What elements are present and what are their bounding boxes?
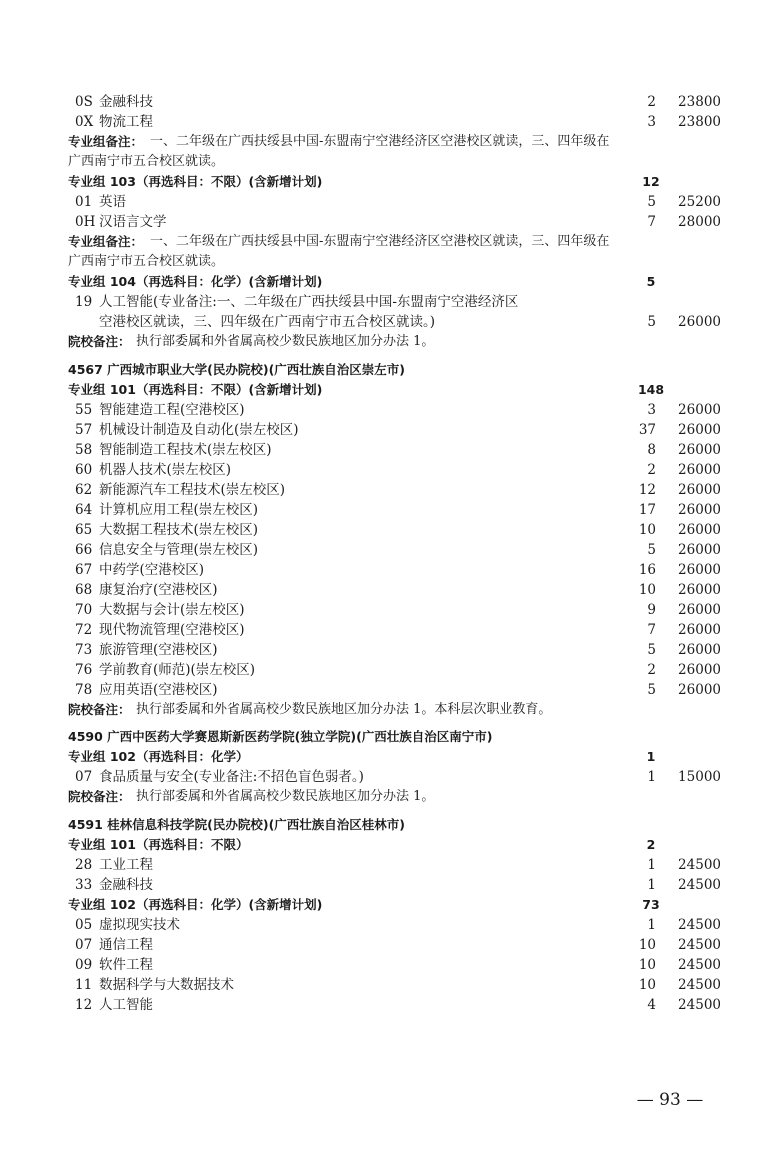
- group-header: [0, 172, 777, 192]
- program-count: 5: [647, 642, 656, 658]
- program-row: [0, 935, 777, 955]
- program-fee: 26000: [678, 602, 721, 618]
- program-code: 76: [75, 662, 93, 678]
- program-code: 01: [75, 194, 93, 210]
- program-row: [0, 112, 777, 132]
- program-fee: 24500: [678, 957, 721, 973]
- program-row: [0, 212, 777, 232]
- group-note-continuation: [0, 152, 777, 172]
- group-count: 73: [642, 897, 660, 912]
- program-name: 机械设计制造及自动化(崇左校区): [99, 422, 299, 438]
- group-note-cont-text: 广西南宁市五合校区就读。: [68, 254, 225, 269]
- program-code: 60: [75, 462, 93, 478]
- program-fee: 24500: [678, 997, 721, 1013]
- program-code: 05: [75, 917, 93, 933]
- program-row: [0, 955, 777, 975]
- program-code: 57: [75, 422, 93, 438]
- program-row: [0, 660, 777, 680]
- program-count: 1: [647, 857, 656, 873]
- program-count: 5: [647, 194, 656, 210]
- group-header: [0, 380, 777, 400]
- program-row: [0, 440, 777, 460]
- program-name: 食品质量与安全(专业备注:不招色盲色弱者。): [99, 769, 364, 785]
- program-row: [0, 600, 777, 620]
- group-count: 12: [642, 174, 660, 189]
- program-name: 软件工程: [99, 957, 153, 973]
- program-name: 数据科学与大数据技术: [99, 977, 234, 993]
- program-row: [0, 192, 777, 212]
- program-name: 应用英语(空港校区): [99, 682, 218, 698]
- group-note-label: 专业组备注：: [68, 134, 144, 149]
- program-fee: 26000: [678, 582, 721, 598]
- program-count: 7: [647, 622, 656, 638]
- group-header: [0, 747, 777, 767]
- program-row: [0, 680, 777, 700]
- program-name: 物流工程: [99, 114, 153, 130]
- program-name: 金融科技: [99, 877, 153, 893]
- program-row: [0, 560, 777, 580]
- program-name: 机器人技术(崇左校区): [99, 462, 232, 478]
- program-count: 7: [647, 214, 656, 230]
- program-fee: 23800: [678, 94, 721, 110]
- school-note: [0, 332, 777, 352]
- program-count: 2: [647, 462, 656, 478]
- group-note: [0, 232, 777, 252]
- program-row: [0, 292, 777, 312]
- program-fee: 26000: [678, 402, 721, 418]
- program-code: 67: [75, 562, 93, 578]
- program-name: 学前教育(师范)(崇左校区): [99, 662, 256, 678]
- school-header: [0, 360, 777, 380]
- program-count: 9: [647, 602, 656, 618]
- program-count: 37: [638, 422, 656, 438]
- program-code: 09: [75, 957, 93, 973]
- group-title: 专业组 101（再选科目：不限）: [68, 837, 249, 852]
- program-name: 虚拟现实技术: [99, 917, 180, 933]
- program-row: [0, 92, 777, 112]
- program-code: 78: [75, 682, 93, 698]
- program-row: [0, 855, 777, 875]
- program-count: 10: [638, 582, 656, 598]
- group-note-text: 一、二年级在广西扶绥县中国-东盟南宁空港经济区空港校区就读，三、四年级在: [150, 234, 610, 249]
- program-count: 1: [647, 917, 656, 933]
- group-count: 2: [646, 837, 656, 852]
- school-title: 4591 桂林信息科技学院(民办院校)(广西壮族自治区桂林市): [68, 817, 405, 832]
- page-number: — 93 —: [636, 1090, 704, 1110]
- program-code: 0S: [75, 94, 93, 110]
- program-name-cont: 空港校区就读，三、四年级在广西南宁市五合校区就读。): [99, 314, 436, 330]
- program-row: [0, 400, 777, 420]
- program-code: 62: [75, 482, 93, 498]
- program-row: [0, 460, 777, 480]
- program-name: 信息安全与管理(崇左校区): [99, 542, 259, 558]
- program-code: 0H: [75, 214, 96, 230]
- program-row: [0, 480, 777, 500]
- program-code: 07: [75, 937, 93, 953]
- program-code: 55: [75, 402, 93, 418]
- program-fee: 26000: [678, 502, 721, 518]
- program-code: 58: [75, 442, 93, 458]
- program-row: [0, 620, 777, 640]
- program-name: 英语: [99, 194, 126, 210]
- school-header: [0, 727, 777, 747]
- program-count: 5: [647, 542, 656, 558]
- program-fee: 24500: [678, 877, 721, 893]
- program-fee: 28000: [678, 214, 721, 230]
- program-code: 73: [75, 642, 93, 658]
- program-row: [0, 640, 777, 660]
- program-name: 康复治疗(空港校区): [99, 582, 218, 598]
- group-title: 专业组 104（再选科目：化学）(含新增计划): [68, 274, 323, 289]
- group-title: 专业组 103（再选科目：不限）(含新增计划): [68, 174, 323, 189]
- program-count: 10: [638, 957, 656, 973]
- program-count: 10: [638, 522, 656, 538]
- school-note-label: 院校备注：: [68, 702, 131, 717]
- program-name: 人工智能: [99, 997, 153, 1013]
- program-count: 4: [647, 997, 656, 1013]
- program-code: 0X: [75, 114, 94, 130]
- program-row: [0, 875, 777, 895]
- program-name: 工业工程: [99, 857, 153, 873]
- group-title: 专业组 102（再选科目：化学）(含新增计划): [68, 897, 323, 912]
- program-code: 12: [75, 997, 93, 1013]
- program-name: 大数据工程技术(崇左校区): [99, 522, 259, 538]
- program-code: 64: [75, 502, 93, 518]
- program-name: 现代物流管理(空港校区): [99, 622, 245, 638]
- program-name: 汉语言文学: [99, 214, 167, 230]
- program-fee: 25200: [678, 194, 721, 210]
- program-name: 人工智能(专业备注:一、二年级在广西扶绥县中国-东盟南宁空港经济区: [99, 294, 519, 310]
- program-fee: 26000: [678, 562, 721, 578]
- program-name: 旅游管理(空港校区): [99, 642, 218, 658]
- program-row: [0, 915, 777, 935]
- program-fee: 15000: [678, 769, 721, 785]
- program-fee: 24500: [678, 917, 721, 933]
- program-name: 大数据与会计(崇左校区): [99, 602, 245, 618]
- program-code: 70: [75, 602, 93, 618]
- program-code: 72: [75, 622, 93, 638]
- program-count: 1: [647, 877, 656, 893]
- program-code: 65: [75, 522, 93, 538]
- program-row: [0, 540, 777, 560]
- program-fee: 26000: [678, 622, 721, 638]
- group-count: 148: [637, 382, 665, 397]
- program-count: 8: [647, 442, 656, 458]
- program-count: 16: [638, 562, 656, 578]
- program-fee: 26000: [678, 442, 721, 458]
- program-fee: 26000: [678, 682, 721, 698]
- school-note-text: 执行部委属和外省属高校少数民族地区加分办法 1。: [136, 789, 435, 804]
- program-count: 12: [638, 482, 656, 498]
- program-code: 19: [75, 294, 93, 310]
- program-code: 33: [75, 877, 93, 893]
- program-fee: 26000: [678, 422, 721, 438]
- school-note: [0, 700, 777, 720]
- program-name: 智能制造工程技术(崇左校区): [99, 442, 272, 458]
- program-row: [0, 995, 777, 1015]
- program-fee: 26000: [678, 542, 721, 558]
- program-row: [0, 420, 777, 440]
- group-note-cont-text: 广西南宁市五合校区就读。: [68, 154, 225, 169]
- program-fee: 24500: [678, 937, 721, 953]
- program-fee: 26000: [678, 662, 721, 678]
- program-name: 中药学(空港校区): [99, 562, 205, 578]
- program-row: [0, 975, 777, 995]
- program-row-continuation: [0, 312, 777, 332]
- group-count: 5: [646, 274, 656, 289]
- group-title: 专业组 102（再选科目：化学）: [68, 749, 249, 764]
- group-header: [0, 272, 777, 292]
- program-name: 金融科技: [99, 94, 153, 110]
- program-fee: 26000: [678, 482, 721, 498]
- group-note-continuation: [0, 252, 777, 272]
- program-row: [0, 580, 777, 600]
- school-title: 4590 广西中医药大学赛恩斯新医药学院(独立学院)(广西壮族自治区南宁市): [68, 729, 493, 744]
- school-note-text: 执行部委属和外省属高校少数民族地区加分办法 1。: [136, 334, 435, 349]
- program-count: 3: [647, 114, 656, 130]
- program-code: 11: [75, 977, 93, 993]
- group-note-text: 一、二年级在广西扶绥县中国-东盟南宁空港经济区空港校区就读，三、四年级在: [150, 134, 610, 149]
- program-name: 新能源汽车工程技术(崇左校区): [99, 482, 286, 498]
- program-fee: 24500: [678, 857, 721, 873]
- program-fee: 26000: [678, 462, 721, 478]
- program-count: 10: [638, 977, 656, 993]
- school-note: [0, 787, 777, 807]
- group-header: [0, 895, 777, 915]
- group-note-label: 专业组备注：: [68, 234, 144, 249]
- school-title: 4567 广西城市职业大学(民办院校)(广西壮族自治区崇左市): [68, 362, 405, 377]
- program-count: 2: [647, 94, 656, 110]
- group-title: 专业组 101（再选科目：不限）(含新增计划): [68, 382, 323, 397]
- program-code: 07: [75, 769, 93, 785]
- school-note-label: 院校备注：: [68, 334, 131, 349]
- program-code: 68: [75, 582, 93, 598]
- program-count: 5: [647, 682, 656, 698]
- program-row: [0, 520, 777, 540]
- program-fee: 26000: [678, 522, 721, 538]
- school-header: [0, 815, 777, 835]
- group-count: 1: [646, 749, 656, 764]
- program-count: 1: [647, 769, 656, 785]
- group-header: [0, 835, 777, 855]
- program-row: [0, 767, 777, 787]
- program-fee: 26000: [678, 642, 721, 658]
- program-name: 智能建造工程(空港校区): [99, 402, 245, 418]
- program-row: [0, 500, 777, 520]
- program-count: 17: [638, 502, 656, 518]
- program-fee: 24500: [678, 977, 721, 993]
- school-note-label: 院校备注：: [68, 789, 131, 804]
- program-fee: 23800: [678, 114, 721, 130]
- program-code: 28: [75, 857, 93, 873]
- program-count: 2: [647, 662, 656, 678]
- program-code: 66: [75, 542, 93, 558]
- program-count: 5: [647, 314, 656, 330]
- program-name: 计算机应用工程(崇左校区): [99, 502, 259, 518]
- group-note: [0, 132, 777, 152]
- school-note-text: 执行部委属和外省属高校少数民族地区加分办法 1。本科层次职业教育。: [136, 702, 552, 717]
- program-fee: 26000: [678, 314, 721, 330]
- program-count: 10: [638, 937, 656, 953]
- program-count: 3: [647, 402, 656, 418]
- program-name: 通信工程: [99, 937, 153, 953]
